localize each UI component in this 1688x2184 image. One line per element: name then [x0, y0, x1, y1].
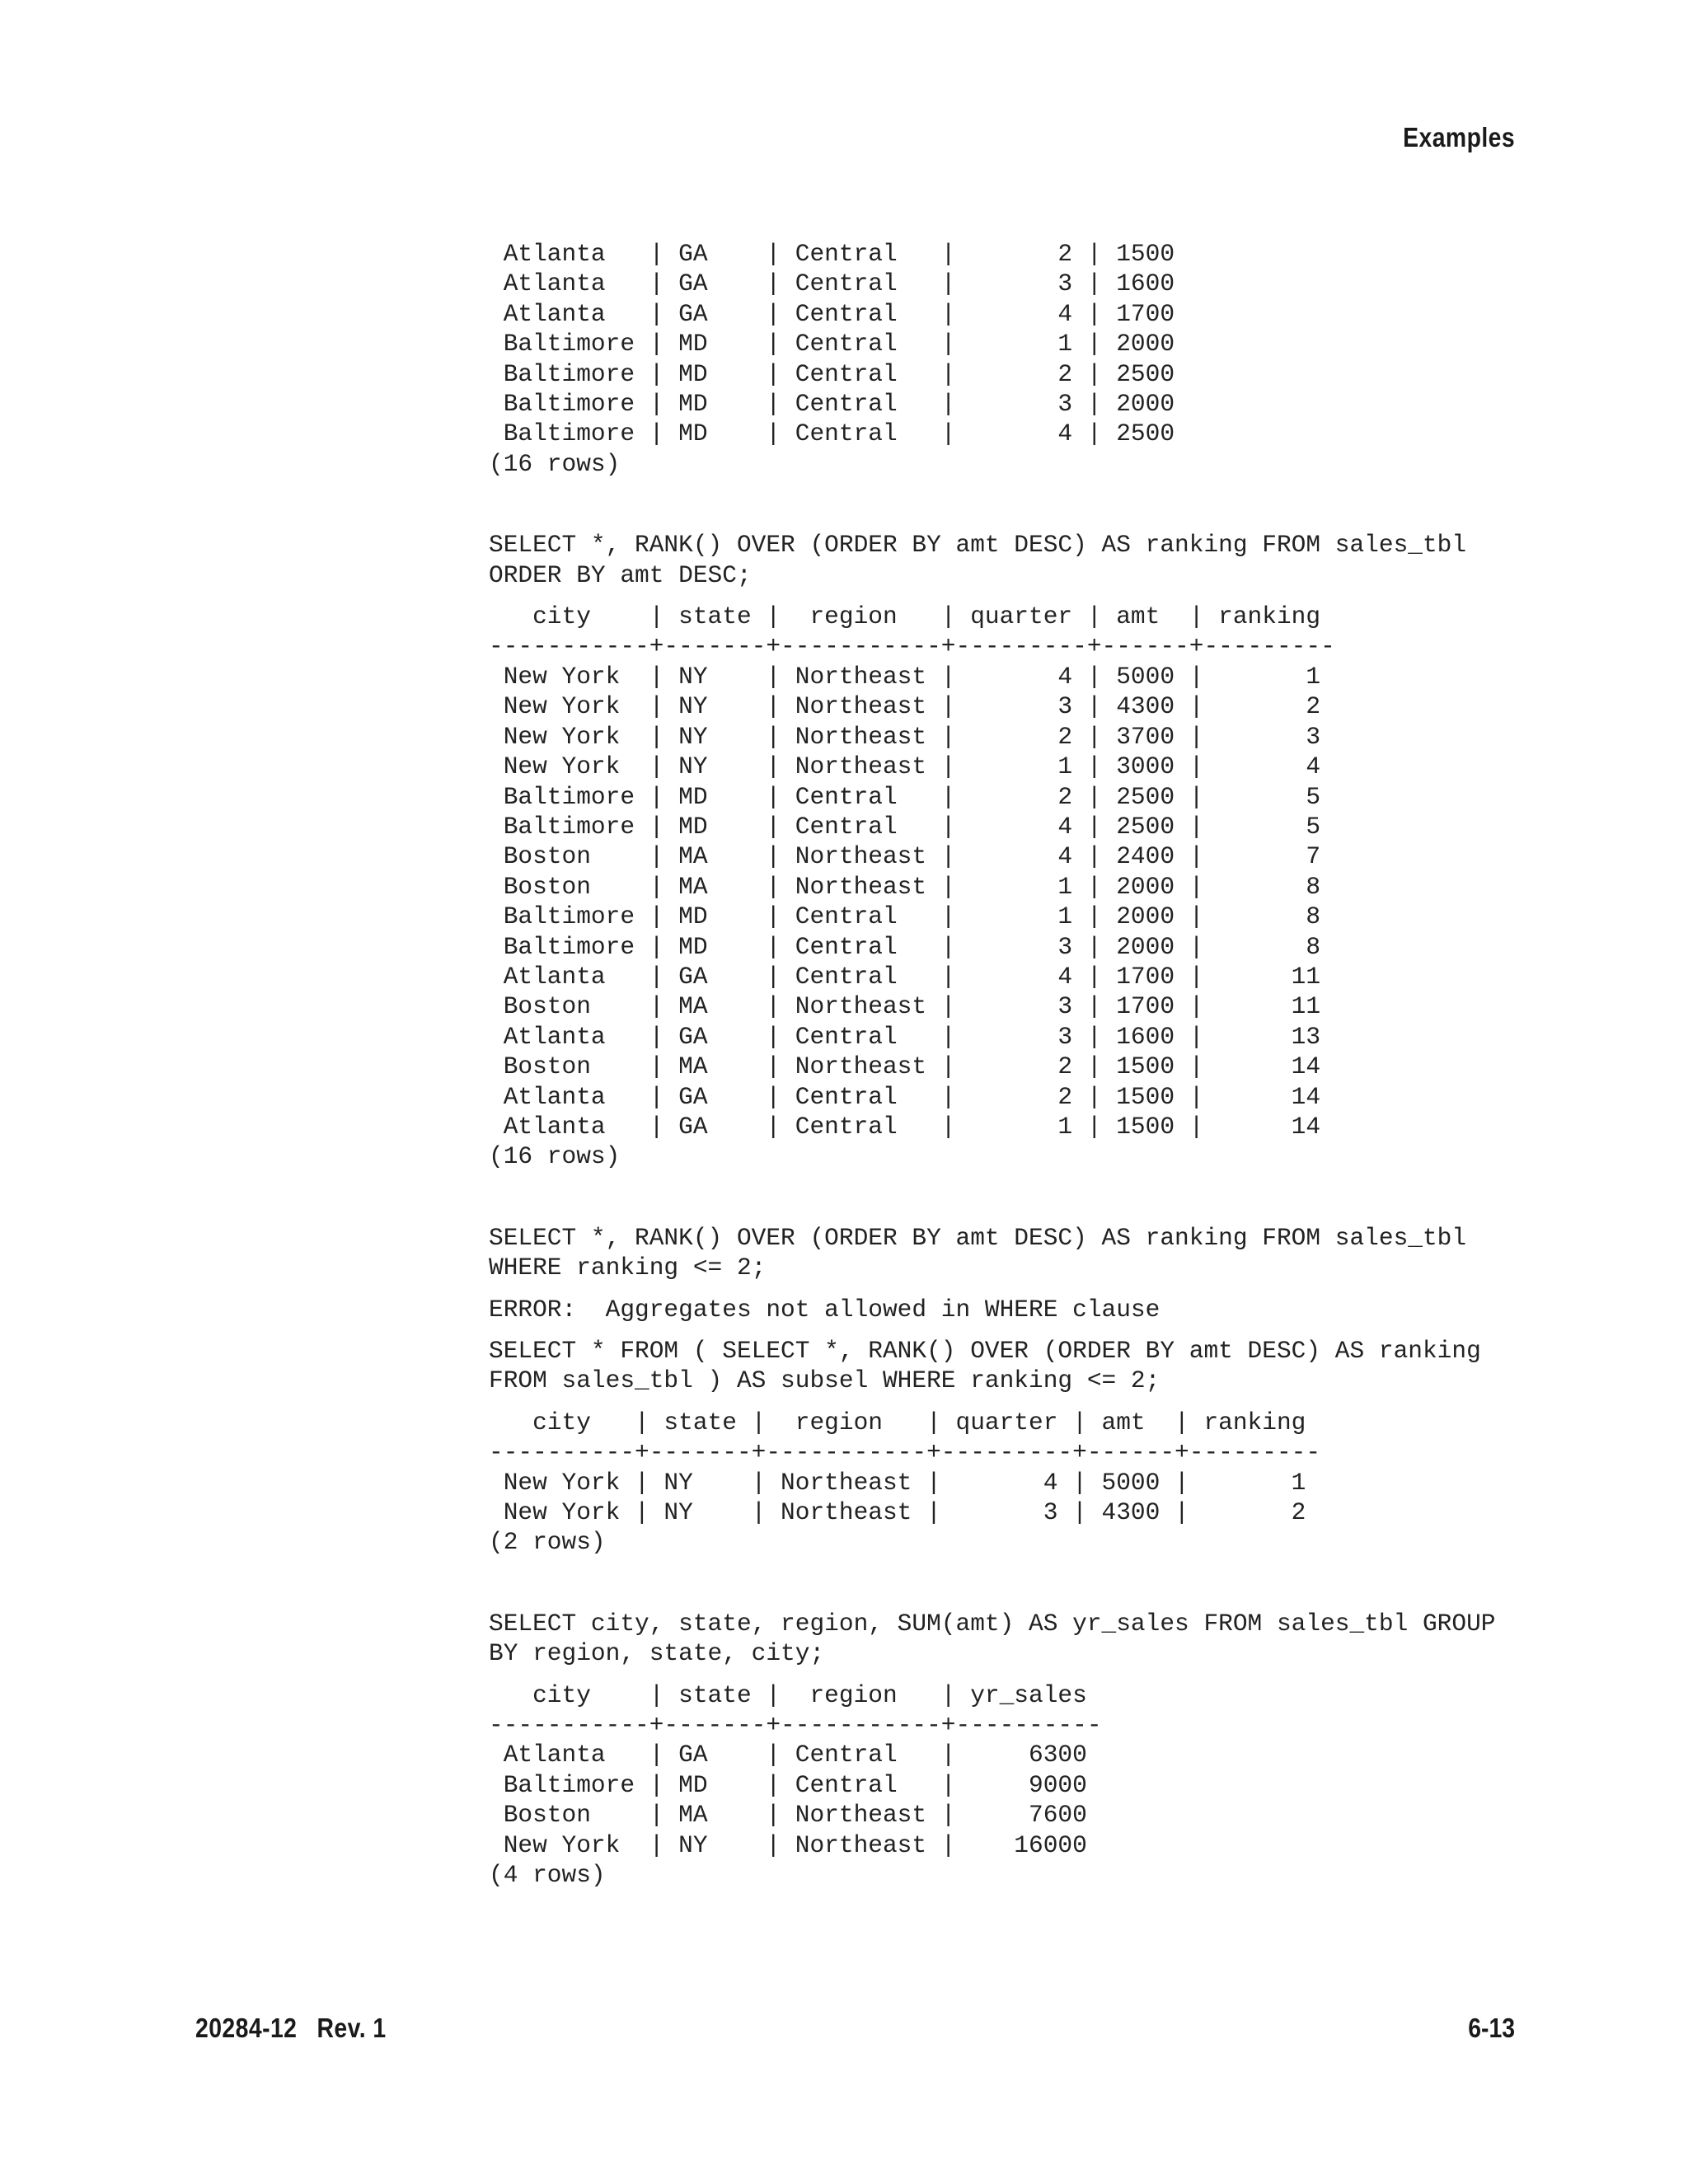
- query-output-continued: Atlanta | GA | Central | 2 | 1500 Atlanta | GA | Central | 3 | 1600 Atlanta | GA | Central | 4 | 1700 Baltimore | MD | Central | 1 | 2000 Baltimore | MD | Central | 2 | 2500 Baltimore | MD | Central | 3 | 2000 Baltimore | MD | Central | 4 | 2500 (16 rows): [489, 240, 1175, 478]
- document-body: [489, 239, 1527, 1891]
- running-header: Examples: [1403, 122, 1515, 152]
- sql-statement-rank-order: SELECT *, RANK() OVER (ORDER BY amt DESC) AS ranking FROM sales_tbl ORDER BY amt DESC;: [489, 531, 1467, 589]
- page-number: 6-13: [1468, 2013, 1515, 2043]
- query-output-group-by: city | state | region | yr_sales -----------+-------+-----------+---------- Atlanta | GA | Central | 6300 Baltimore | MD | Central | 9000 Boston | MA | Northeast | 7600 New York | NY | Northeast | 16000 (4 rows): [489, 1680, 1102, 1890]
- footer-document-id: [195, 2013, 387, 2044]
- revision-label: Rev. 1: [316, 2013, 387, 2043]
- sql-statement-subselect: SELECT * FROM ( SELECT *, RANK() OVER (ORDER BY amt DESC) AS ranking FROM sales_tbl ) AS subsel WHERE ranking <= 2;: [489, 1337, 1481, 1395]
- query-output-subselect: city | state | region | quarter | amt | ranking ----------+-------+-----------+---------+------+--------- New York | NY | Northeast | 4 | 5000 | 1 New York | NY | Northeast | 3 | 4300 | 2 (2 rows): [489, 1408, 1321, 1557]
- error-message: ERROR: Aggregates not allowed in WHERE clause: [489, 1295, 1160, 1324]
- query-output-rank-order: city | state | region | quarter | amt | ranking -----------+-------+-----------+---------+------+--------- New York | NY | Northeast | 4 | 5000 | 1 New York | NY | Northeast | 3 | 4300 | 2 New York | NY | Northeast | 2 | 3700 | 3 New York | NY | Northeast | 1 | 3000 | 4 Baltimore | MD | Central | 2 | 2500 | 5 Baltimore | MD | Central | 4 | 2500 | 5 Boston | MA | Northeast | 4 | 2400 | 7 Boston | MA | Northeast | 1 | 2000 | 8 Baltimore | MD | Central | 1 | 2000 | 8 Baltimore | MD | Central | 3 | 2000 | 8 Atlanta | GA | Central | 4 | 1700 | 11 Boston | MA | Northeast | 3 | 1700 | 11 Atlanta | GA | Central | 3 | 1600 | 13 Boston | MA | Northeast | 2 | 1500 | 14 Atlanta | GA | Central | 2 | 1500 | 14 Atlanta | GA | Central | 1 | 1500 | 14 (16 rows): [489, 602, 1335, 1171]
- sql-statement-rank-where: SELECT *, RANK() OVER (ORDER BY amt DESC) AS ranking FROM sales_tbl WHERE ranking <= 2;: [489, 1223, 1467, 1282]
- sql-statement-group-by: SELECT city, state, region, SUM(amt) AS yr_sales FROM sales_tbl GROUP BY region, state, city;: [489, 1609, 1496, 1668]
- document-number: 20284-12: [195, 2013, 298, 2043]
